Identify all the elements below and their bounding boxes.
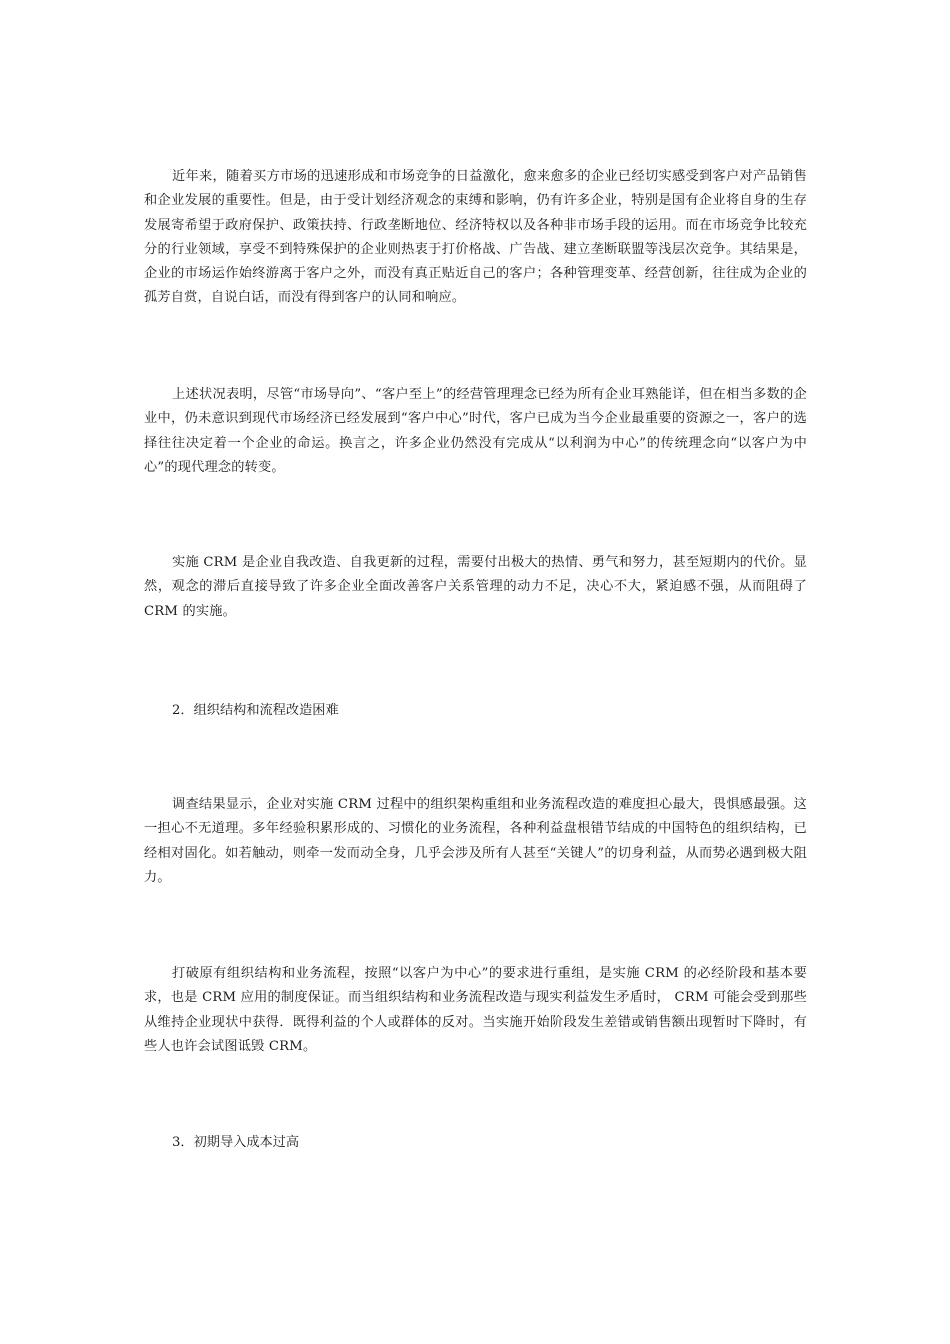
- section-heading-initial-cost: 3．初期导入成本过高: [172, 1135, 300, 1150]
- paragraph-crm-implementation-cost: 实施 CRM 是企业自我改造、自我更新的过程，需要付出极大的热情、勇气和努力，甚至短期内的代价。显然，观念的滞后直接导致了许多企业全面改善客户关系管理的动力不足，决心不大，紧迫感不强，从而阻碍了 CRM 的实施。: [144, 555, 807, 619]
- paragraph-restructuring: 打破原有组织结构和业务流程，按照“以客户为中心”的要求进行重组，是实施 CRM 的必经阶段和基本要求，也是 CRM 应用的制度保证。而当组织结构和业务流程改造与现实利益发生矛盾时， CRM 可能会受到那些从维持企业现状中获得．既得利益的个人或群体的反对。当实施开始阶段发生差错或销售额出现暂时下降时，有些人也许会试图诋毁 CRM。: [144, 966, 807, 1054]
- paragraph-survey-results: 调查结果显示，企业对实施 CRM 过程中的组织架构重组和业务流程改造的难度担心最大，畏惧感最强。这一担心不无道理。多年经验积累形成的、习惯化的业务流程，各种利益盘根错节结成的中国特色的组织结构，已经相对固化。如若触动，则牵一发而动全身，几乎会涉及所有人甚至“关键人”的切身利益，从而势必遇到极大阻力。: [144, 797, 807, 885]
- paragraph-customer-centric-concept: 上述状况表明，尽管“市场导向”、“客户至上”的经营管理理念已经为所有企业耳熟能详，但在相当多数的企业中，仍未意识到现代市场经济已经发展到“客户中心”时代，客户已成为当今企业最重要的资源之一，客户的选择往往决定着一个企业的命运。换言之，许多企业仍然没有完成从“以利润为中心”的传统理念向“以客户为中心”的现代理念的转变。: [144, 387, 807, 475]
- section-heading-organization: 2．组织结构和流程改造困难: [172, 703, 339, 718]
- paragraph-market-competition: 近年来，随着买方市场的迅速形成和市场竞争的日益激化，愈来愈多的企业已经切实感受到客户对产品销售和企业发展的重要性。但是，由于受计划经济观念的束缚和影响，仍有许多企业，特别是国有企业将自身的生存发展寄希望于政府保护、政策扶持、行政垄断地位、经济特权以及各种非市场手段的运用。而在市场竞争比较充分的行业领域，享受不到特殊保护的企业则热衷于打价格战、广告战、建立垄断联盟等浅层次竞争。其结果是，企业的市场运作始终游离于客户之外，而没有真正贴近自己的客户；各种管理变革、经营创新，往往成为企业的孤芳自赏，自说白话，而没有得到客户的认同和响应。: [144, 169, 807, 306]
